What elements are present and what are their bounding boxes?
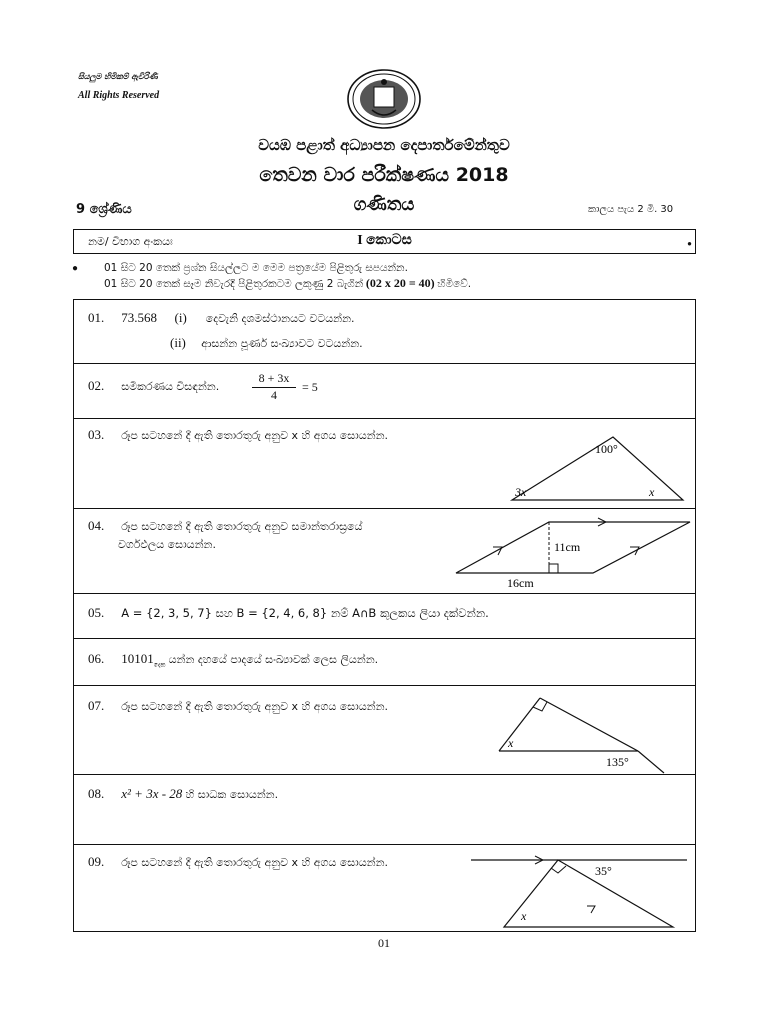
q06-text: යන්න දහයේ පාදයේ සංඛ්‍යාවක් ලෙස ලියන්න. xyxy=(168,653,379,666)
question-number: 01. xyxy=(88,310,105,325)
subject-title: ගණිතය xyxy=(353,194,415,215)
separator xyxy=(74,774,695,775)
q04-parallelogram-diagram xyxy=(452,513,697,591)
q02-numerator: 8 + 3x xyxy=(252,371,296,388)
q03-angle-left: 3x xyxy=(515,485,527,499)
q07-right-side xyxy=(540,698,638,751)
question-01-part-ii xyxy=(170,335,363,351)
separator xyxy=(74,363,695,364)
instruction-marks: (02 x 20 = 40) xyxy=(365,276,435,290)
q09-angle-top: 35° xyxy=(595,864,612,878)
q04-height-label: 11cm xyxy=(554,540,581,554)
q06-subscript: දෙක xyxy=(153,661,166,669)
q07-text: රූප සටහනේ දී ඇති තොරතුරු අනුව x හි අගය සොයන්න. xyxy=(121,700,389,713)
q04-text-line-2: වර්ගඵලය සොයන්න. xyxy=(118,538,216,551)
q07-angle-x: x xyxy=(508,736,514,750)
separator xyxy=(74,844,695,845)
department-name: වයඹ පළාත් අධ්‍යාපන දෙපාර්තමේන්තුව xyxy=(258,136,510,154)
question-number: 09. xyxy=(88,854,105,869)
separator xyxy=(74,685,695,686)
name-index-box[interactable] xyxy=(73,229,696,254)
question-number: 08. xyxy=(88,786,105,801)
q09-diagram xyxy=(469,853,689,931)
q03-angle-right: x xyxy=(649,485,655,499)
q08-expression: x² + 3x - 28 xyxy=(121,786,183,801)
q09-angle-x: x xyxy=(521,909,527,923)
separator xyxy=(74,508,695,509)
question-number: 05. xyxy=(88,605,105,620)
q02-fraction xyxy=(252,371,296,403)
q09-right-angle-mark xyxy=(551,866,566,873)
instruction-line-2 xyxy=(104,276,471,291)
separator xyxy=(74,418,695,419)
question-04 xyxy=(88,518,362,534)
question-04-line-2 xyxy=(118,536,216,552)
instruction-bullet: ● xyxy=(72,263,79,274)
q09-base-arrow xyxy=(587,906,595,913)
question-07 xyxy=(88,698,388,714)
q02-denominator: 4 xyxy=(271,388,277,402)
q02-rhs: = 5 xyxy=(302,380,318,394)
instruction-line-2-end: හිමිවේ. xyxy=(437,278,472,290)
q01-part-ii-text: ආසන්න පූර්ණ සංඛ්‍යාවට වටයන්න. xyxy=(201,337,363,350)
question-number: 07. xyxy=(88,698,105,713)
exam-duration: කාලය පැය 2 මි. 30 xyxy=(588,204,674,215)
question-number: 02. xyxy=(88,378,105,393)
question-number: 06. xyxy=(88,651,105,666)
q07-triangle-diagram xyxy=(494,692,669,774)
question-05 xyxy=(88,605,489,621)
questions-frame xyxy=(73,299,696,932)
grade-label: 9 ශ්‍රේණිය xyxy=(76,202,132,217)
question-08 xyxy=(88,786,278,802)
q08-text: හි සාධක සොයන්න. xyxy=(185,788,279,801)
q03-text: රූප සටහනේ දී ඇති තොරතුරු අනුව x හි අගය සොයන්න. xyxy=(121,429,389,442)
copyright-sinhala: සියලුම හිමිකම් ඇවිරිණි xyxy=(78,72,158,81)
q09-text: රූප සටහනේ දී ඇති තොරතුරු අනුව x හි අගය සොයන්න. xyxy=(121,856,389,869)
corner-mark: ● xyxy=(687,239,692,248)
question-02 xyxy=(88,378,219,394)
q09-triangle xyxy=(504,860,673,927)
exam-title: තෙවන වාර පරීක්ෂණය 2018 xyxy=(259,164,509,186)
q05-text: A = {2, 3, 5, 7} සහ B = {2, 4, 6, 8} නම් A∩B කුලකය ලියා දක්වන්න. xyxy=(121,606,489,620)
question-06 xyxy=(88,651,378,670)
q01-value: 73.568 xyxy=(121,310,157,325)
q07-exterior-angle: 135° xyxy=(606,755,629,769)
q04-base-label: 16cm xyxy=(507,576,534,590)
q04-right-angle-mark xyxy=(549,564,558,573)
separator xyxy=(74,638,695,639)
q03-angle-top: 100° xyxy=(595,442,618,456)
q02-text: සමීකරණය විසඳන්න. xyxy=(121,380,220,393)
question-03 xyxy=(88,427,388,443)
name-index-label: නම/ විභාග අංකයඃ xyxy=(88,235,173,248)
page-number: 01 xyxy=(378,936,390,950)
q01-part-i-label: (i) xyxy=(174,310,187,325)
q07-extended-line xyxy=(638,751,664,773)
question-number: 04. xyxy=(88,518,105,533)
q04-text-line-1: රූප සටහනේ දී ඇති තොරතුරු අනුව සමාන්තරාස්‍රයේ xyxy=(121,520,363,533)
instruction-line-2-text: 01 සිට 20 තෙක් සෑම නිවැරදි පිළිතුරකටම ලකුණු 2 බැගින් xyxy=(104,278,364,290)
q03-triangle-diagram xyxy=(499,425,689,505)
q07-left-side xyxy=(499,698,540,751)
q06-number: 10101 xyxy=(121,651,154,666)
instruction-line-1: 01 සිට 20 තෙක් ප්‍රශ්න සියල්ලට ම මෙම පත්‍රයේම පිළිතුරු සපයන්න. xyxy=(104,262,408,274)
copyright-english: All Rights Reserved xyxy=(78,90,160,101)
part-label: I කොටස xyxy=(357,233,412,248)
q07-right-angle-mark xyxy=(533,702,547,711)
question-number: 03. xyxy=(88,427,105,442)
separator xyxy=(74,593,695,594)
q01-part-i-text: දෙවැනි දශමස්ථානයට වටයන්න. xyxy=(205,312,355,325)
department-emblem xyxy=(346,68,422,130)
question-09 xyxy=(88,854,388,870)
q01-part-ii-label: (ii) xyxy=(170,335,186,350)
question-01 xyxy=(88,310,355,326)
